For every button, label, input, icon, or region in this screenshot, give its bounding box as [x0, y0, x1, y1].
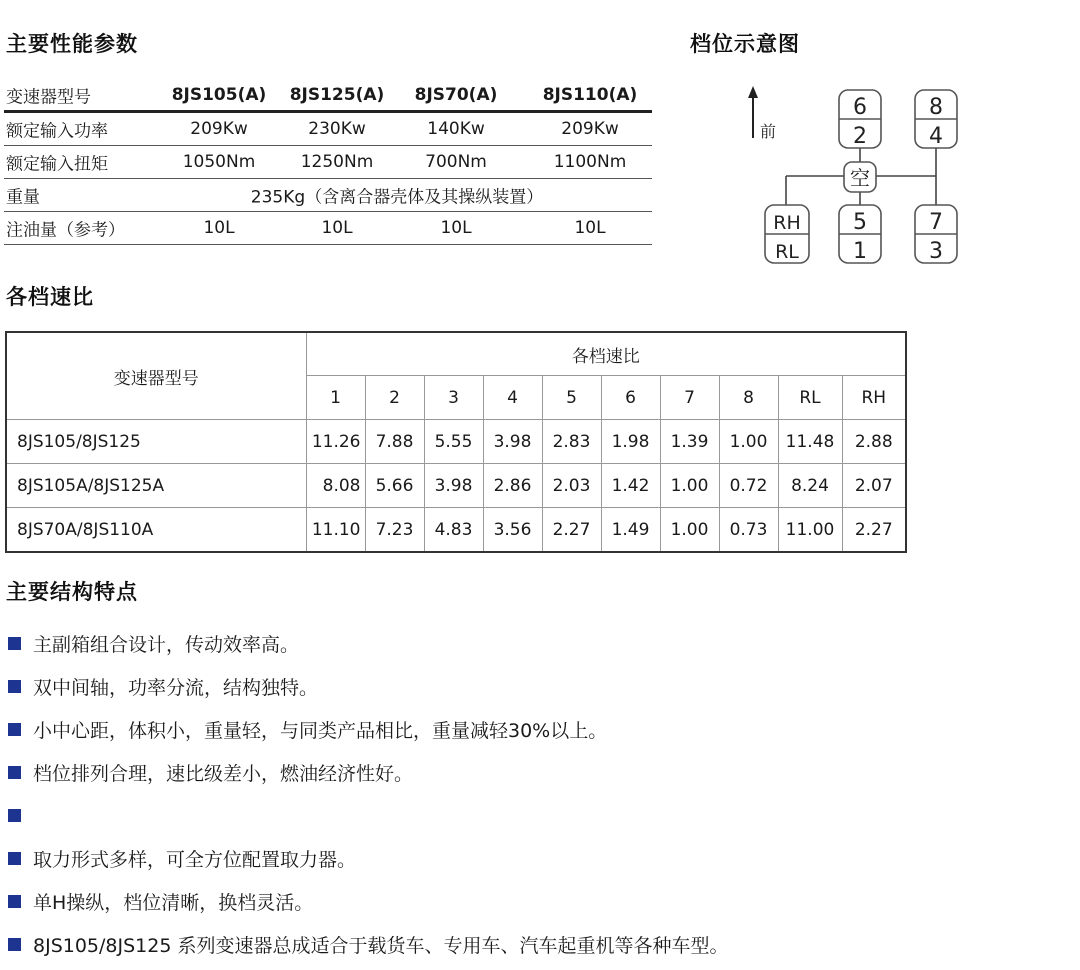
list-item	[8, 622, 728, 665]
gear-column-header: 3	[424, 376, 483, 420]
ratio-cell: 2.27	[842, 508, 906, 553]
ratio-cell: 7.23	[365, 508, 424, 553]
spec-table	[4, 80, 652, 245]
ratio-cell: 1.49	[601, 508, 660, 553]
spec-cell: 10L	[574, 218, 606, 238]
ratio-cell: 5.66	[365, 464, 424, 508]
ratio-cell: 2.83	[542, 420, 601, 464]
spec-cell: 140Kw	[427, 119, 485, 139]
feature-text: 小中心距，体积小，重量轻，与同类产品相比，重量减轻30%以上。	[33, 720, 608, 742]
spec-section-title: 主要性能参数	[6, 32, 138, 56]
ratio-cell: 8.24	[778, 464, 842, 508]
ratio-cell: 5.55	[424, 420, 483, 464]
gear-label: 3	[929, 239, 943, 264]
ratio-cell: 11.48	[778, 420, 842, 464]
gear-column-header: 2	[365, 376, 424, 420]
gear-label: 8	[929, 95, 943, 120]
gear-position-6-2	[839, 90, 881, 149]
gear-column-header: 7	[660, 376, 719, 420]
gear-column-header: 4	[483, 376, 542, 420]
list-item	[8, 794, 728, 837]
ratio-cell: 0.73	[719, 508, 778, 553]
spec-span-cell: 235Kg（含离合器壳体及其操纵装置）	[250, 187, 544, 208]
ratio-cell: 1.39	[660, 420, 719, 464]
square-bullet-icon	[8, 723, 21, 736]
ratio-cell: 2.03	[542, 464, 601, 508]
spec-cell: 1050Nm	[182, 152, 256, 172]
ratio-model-cell: 8JS70A/8JS110A	[6, 508, 306, 553]
feature-text: 取力形式多样，可全方位配置取力器。	[33, 849, 357, 871]
spec-cell: 700Nm	[425, 152, 487, 172]
ratio-cell: 11.10	[306, 508, 365, 553]
ratio-model-header: 变速器型号	[6, 332, 306, 420]
spec-row-label: 注油量（参考）	[6, 220, 125, 241]
gear-column-header: RH	[842, 376, 906, 420]
square-bullet-icon	[8, 809, 21, 822]
spec-row-label: 额定输入扭矩	[6, 154, 108, 175]
list-item	[8, 665, 728, 708]
square-bullet-icon	[8, 637, 21, 650]
list-item	[8, 923, 728, 966]
spec-header-label: 变速器型号	[6, 87, 91, 108]
list-item	[8, 837, 728, 880]
ratio-cell: 3.56	[483, 508, 542, 553]
spec-cell: 209Kw	[190, 119, 248, 139]
spec-row-label: 额定输入功率	[6, 121, 108, 142]
list-item	[8, 880, 728, 923]
ratio-cell: 4.83	[424, 508, 483, 553]
gear-label: 1	[853, 239, 867, 264]
gear-label: 2	[853, 124, 867, 149]
gear-label: RL	[775, 241, 799, 263]
diagram-section-title: 档位示意图	[690, 32, 800, 56]
ratio-cell: 1.00	[719, 420, 778, 464]
ratio-cell: 2.27	[542, 508, 601, 553]
ratio-table	[5, 331, 907, 553]
spec-row-torque	[4, 146, 652, 179]
feature-text: 档位排列合理，速比级差小，燃油经济性好。	[33, 763, 414, 785]
ratio-cell: 2.86	[483, 464, 542, 508]
ratio-model-cell: 8JS105/8JS125	[6, 420, 306, 464]
ratio-cell: 11.00	[778, 508, 842, 553]
spec-row-power	[4, 113, 652, 146]
ratio-cell: 2.88	[842, 420, 906, 464]
spec-row-weight	[4, 179, 652, 212]
spec-cell: 10L	[321, 218, 353, 238]
spec-cell: 1100Nm	[553, 152, 627, 172]
neutral-label: 空	[850, 166, 870, 190]
gear-label: 4	[929, 124, 943, 149]
features-section-title: 主要结构特点	[6, 580, 138, 604]
square-bullet-icon	[8, 766, 21, 779]
ratio-cell: 1.00	[660, 508, 719, 553]
gear-column-header: 6	[601, 376, 660, 420]
table-row	[6, 508, 906, 553]
feature-text: 主副箱组合设计，传动效率高。	[33, 634, 300, 656]
ratio-cell: 3.98	[424, 464, 483, 508]
table-row	[6, 420, 906, 464]
gear-position-8-4	[915, 90, 957, 149]
ratio-cell: 0.72	[719, 464, 778, 508]
gear-column-header: 5	[542, 376, 601, 420]
ratio-group-header: 各档速比	[306, 332, 906, 376]
gear-position-rh-rl	[765, 205, 809, 263]
gear-label: 7	[929, 210, 943, 235]
spec-model-3: 8JS70(A)	[414, 85, 498, 105]
square-bullet-icon	[8, 938, 21, 951]
forward-arrow-icon	[748, 86, 758, 138]
spec-model-1: 8JS105(A)	[171, 85, 267, 105]
gear-position-7-3	[915, 205, 957, 264]
spec-cell: 1250Nm	[300, 152, 374, 172]
square-bullet-icon	[8, 680, 21, 693]
ratio-cell: 1.00	[660, 464, 719, 508]
gear-column-header: 8	[719, 376, 778, 420]
spec-cell: 10L	[203, 218, 235, 238]
spec-cell: 230Kw	[308, 119, 366, 139]
ratio-cell: 1.98	[601, 420, 660, 464]
gear-label: 6	[853, 95, 867, 120]
ratio-cell: 2.07	[842, 464, 906, 508]
neutral-position	[844, 162, 876, 192]
gear-label: RH	[773, 212, 801, 234]
spec-model-2: 8JS125(A)	[289, 85, 385, 105]
ratio-cell: 7.88	[365, 420, 424, 464]
ratio-section-title: 各档速比	[6, 285, 94, 309]
spec-cell: 209Kw	[561, 119, 619, 139]
ratio-cell: 3.98	[483, 420, 542, 464]
gear-column-header: RL	[778, 376, 842, 420]
table-row	[6, 464, 906, 508]
feature-text: 8JS105/8JS125 系列变速器总成适合于载货车、专用车、汽车起重机等各种车型。	[33, 935, 729, 957]
gear-column-header: 1	[306, 376, 365, 420]
forward-label: 前	[760, 122, 777, 141]
spec-header-row	[4, 80, 652, 113]
ratio-cell: 1.42	[601, 464, 660, 508]
gear-position-5-1	[839, 205, 881, 264]
gear-label: 5	[853, 210, 867, 235]
spec-row-oil	[4, 212, 652, 245]
spec-model-4: 8JS110(A)	[542, 85, 638, 105]
ratio-model-cell: 8JS105A/8JS125A	[6, 464, 306, 508]
feature-text: 双中间轴，功率分流，结构独特。	[33, 677, 319, 699]
ratio-cell: 8.08	[306, 464, 365, 508]
feature-text: 单H操纵，档位清晰，换档灵活。	[33, 892, 314, 914]
square-bullet-icon	[8, 852, 21, 865]
ratio-cell: 11.26	[306, 420, 365, 464]
spec-row-label: 重量	[6, 187, 40, 208]
list-item	[8, 708, 728, 751]
gear-shift-diagram	[740, 84, 970, 270]
square-bullet-icon	[8, 895, 21, 908]
list-item	[8, 751, 728, 794]
features-list	[8, 622, 728, 966]
spec-cell: 10L	[440, 218, 472, 238]
